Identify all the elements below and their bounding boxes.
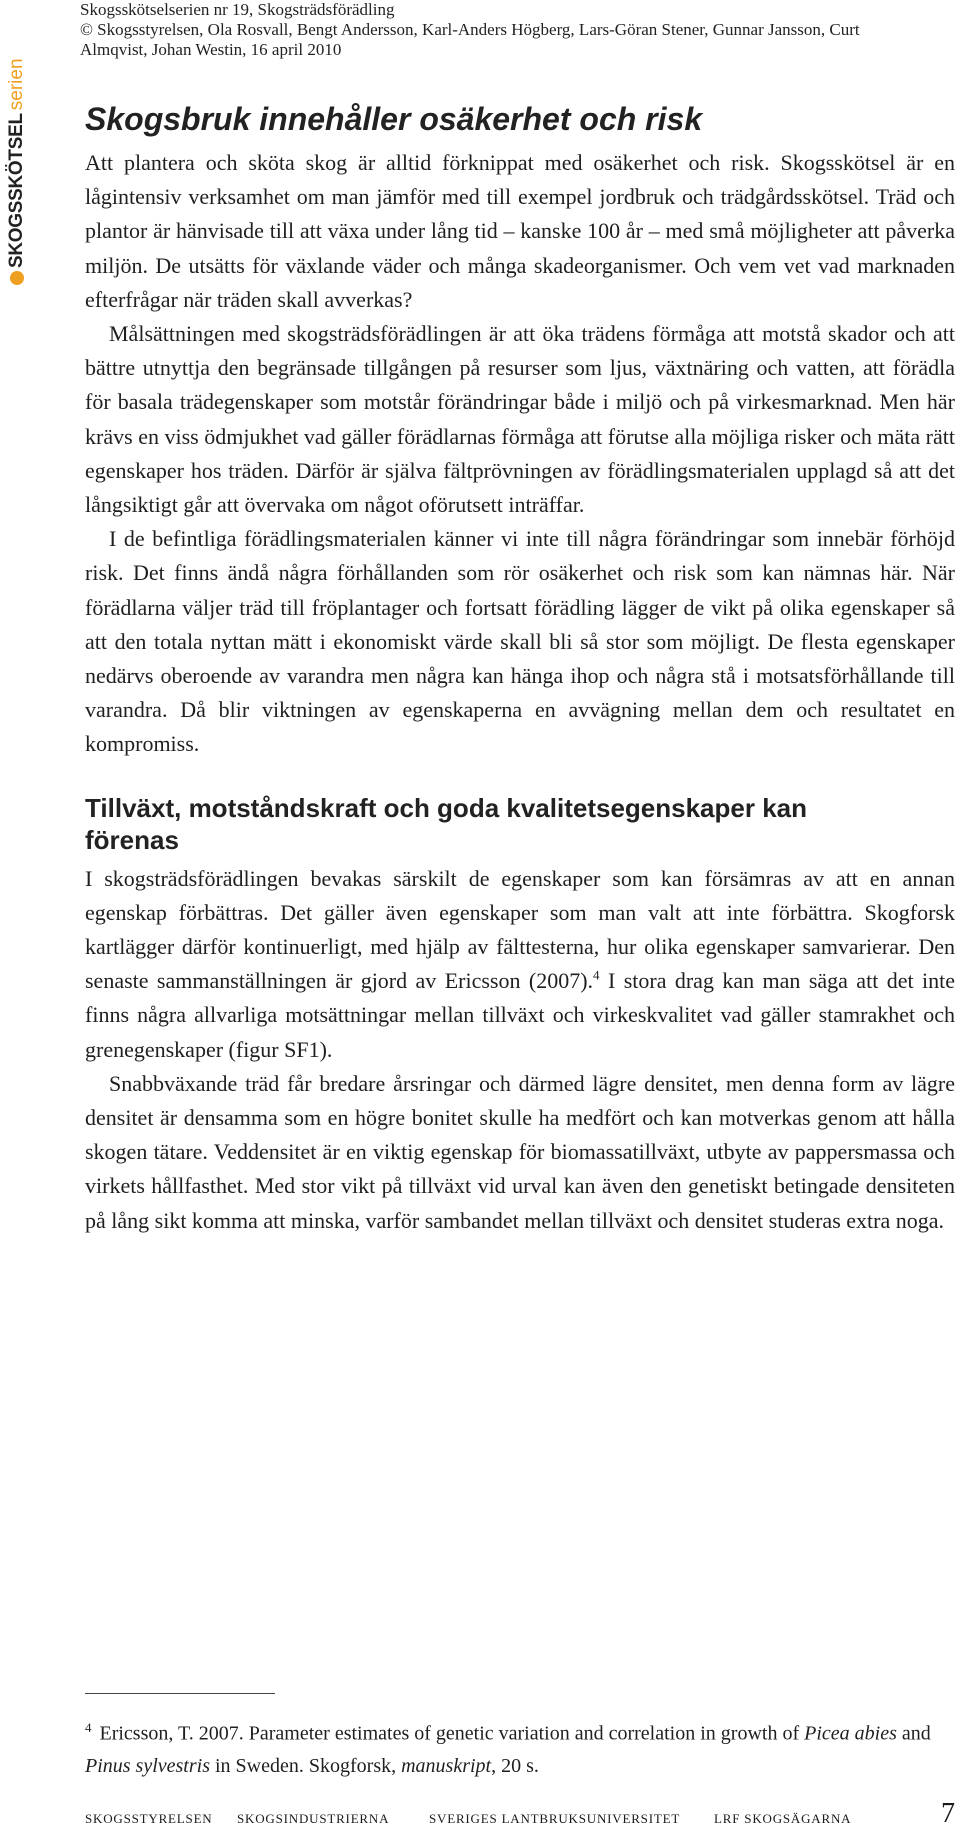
footnote-text: Ericsson, T. 2007. Parameter estimates of genetic variation and correlation in growth of (99, 1722, 805, 1745)
footnote-text: and (896, 1722, 931, 1745)
main-content (85, 100, 955, 1238)
footnote-number: 4 (85, 1720, 92, 1735)
paragraph: I de befintliga förädlingsmaterialen känner vi inte till några förändringar som innebär förhöjd risk. Det finns ändå några förhållanden som rör osäkerhet och risk som kan nämnas här. När förädlarna väljer träd till fröplantager och fortsatt förädling lägger de vikt på olika egenskaper så att den totala nyttan mätt i ekonomiskt värde skall bli så stor som möjligt. De flesta egenskaper nedärvs oberoende av varandra men några kan hänga ihop och några stå i motsatsförhållande till varandra. Då blir viktningen av egenskaperna en avvägning mellan dem och resultatet en kompromiss. (85, 526, 955, 757)
paragraph (85, 862, 955, 1067)
footnote-italic: manuskript (401, 1754, 492, 1777)
page-number: 7 (941, 1798, 955, 1829)
footnote-text: in Sweden. Skogforsk, (210, 1754, 402, 1777)
footnote-divider (85, 1693, 275, 1694)
footnote-reference[interactable]: 4 (593, 967, 600, 983)
page-footer (85, 1798, 955, 1830)
section-heading-risk: Skogsbruk innehåller osäkerhet och risk (85, 101, 703, 137)
page-header (80, 0, 920, 60)
footer-org-slu: SVERIGES LANTBRUKSUNIVERSITET (429, 1811, 681, 1826)
footnote-text: , 20 s. (491, 1754, 539, 1777)
copyright-line: © Skogsstyrelsen, Ola Rosvall, Bengt Andersson, Karl-Anders Högberg, Lars-Göran Stener, Gunnar Jansson, Curt Almqvist, Johan Westin, 16 april 2010 (80, 20, 860, 59)
paragraph: Snabbväxande träd får bredare årsringar och därmed lägre densitet, men denna form av lägre densitet är densamma som en högre bonitet skulle ha medfört och kan motverkas genom att hålla skogen tätare. Veddensitet är en viktig egenskap för biomassatillväxt, utbyte av pappersmassa och virkets hållfasthet. Med stor vikt på tillväxt vid urval kan även den genetiskt betingade densiteten på lång sikt komma att minska, varför sambandet mellan tillväxt och densitet studeras extra noga. (85, 1070, 955, 1233)
series-line: Skogsskötselserien nr 19, Skogsträdsförädling (80, 0, 395, 19)
footer-org-lrf: LRF SKOGSÄGARNA (714, 1811, 852, 1826)
footer-org-skogsstyrelsen: SKOGSSTYRELSEN (85, 1811, 213, 1826)
brand-suffix: serien (6, 58, 27, 111)
paragraph: Att plantera och sköta skog är alltid förknippat med osäkerhet och risk. Skogsskötsel är en lågintensiv verksamhet om man jämför med till exempel jordbruk och trädgårdsskötsel. Träd och plantor är hänvisade till att växa under lång tid – kanske 100 år – med små möjligheter att påverka miljön. De utsätts för växlande väder och många skadeorganismer. Och vem vet vad marknaden efterfrågar när träden skall avverkas? (85, 150, 955, 312)
footer-org-skogsindustrierna: SKOGSINDUSTRIERNA (237, 1811, 390, 1826)
orange-dot-icon (10, 271, 24, 285)
species-name: Pinus sylvestris (85, 1754, 210, 1777)
brand-main: SKOGSSKÖTSEL (6, 113, 27, 268)
series-brand-vertical (6, 55, 28, 285)
paragraph-text: I stora drag kan man säga att det inte finns några allvarliga motsättningar mellan tillväxt och virkeskvalitet vad gäller stamrakhet och grenegenskaper (figur SF1). (85, 968, 955, 1062)
paragraph-text: I skogsträdsförädlingen bevakas särskilt de egenskaper som kan försämras av att en annan egenskap förbättras. Det gäller även egenskaper som man valt att inte förbättra. Skogforsk kartlägger därför kontinuerligt, med hjälp av fälttesterna, hur olika egenskaper samvarierar. Den senaste sammanställningen är gjord av Ericsson (2007). (85, 865, 955, 994)
footnote (85, 1712, 945, 1782)
species-name: Picea abies (804, 1722, 897, 1745)
paragraph: Målsättningen med skogsträdsförädlingen är att öka trädens förmåga att motstå skador och att bättre utnyttja den begränsade tillgången på resurser som ljus, växtnäring och vatten, att förädla för basala trädegenskaper som motstår förändringar både i miljö och på virkesmarknad. Men här krävs en viss ödmjukhet vad gäller förädlarnas förmåga att förutse alla möjliga risker och mäta rätt egenskaper hos träden. Därför är själva fältprövningen av förädlingsmaterialen upplagd så att det långsiktigt går att övervaka om något oförutsett inträffar. (85, 321, 955, 518)
section-heading-growth: Tillväxt, motståndskraft och goda kvalitetsegenskaper kan förenas (85, 792, 807, 855)
